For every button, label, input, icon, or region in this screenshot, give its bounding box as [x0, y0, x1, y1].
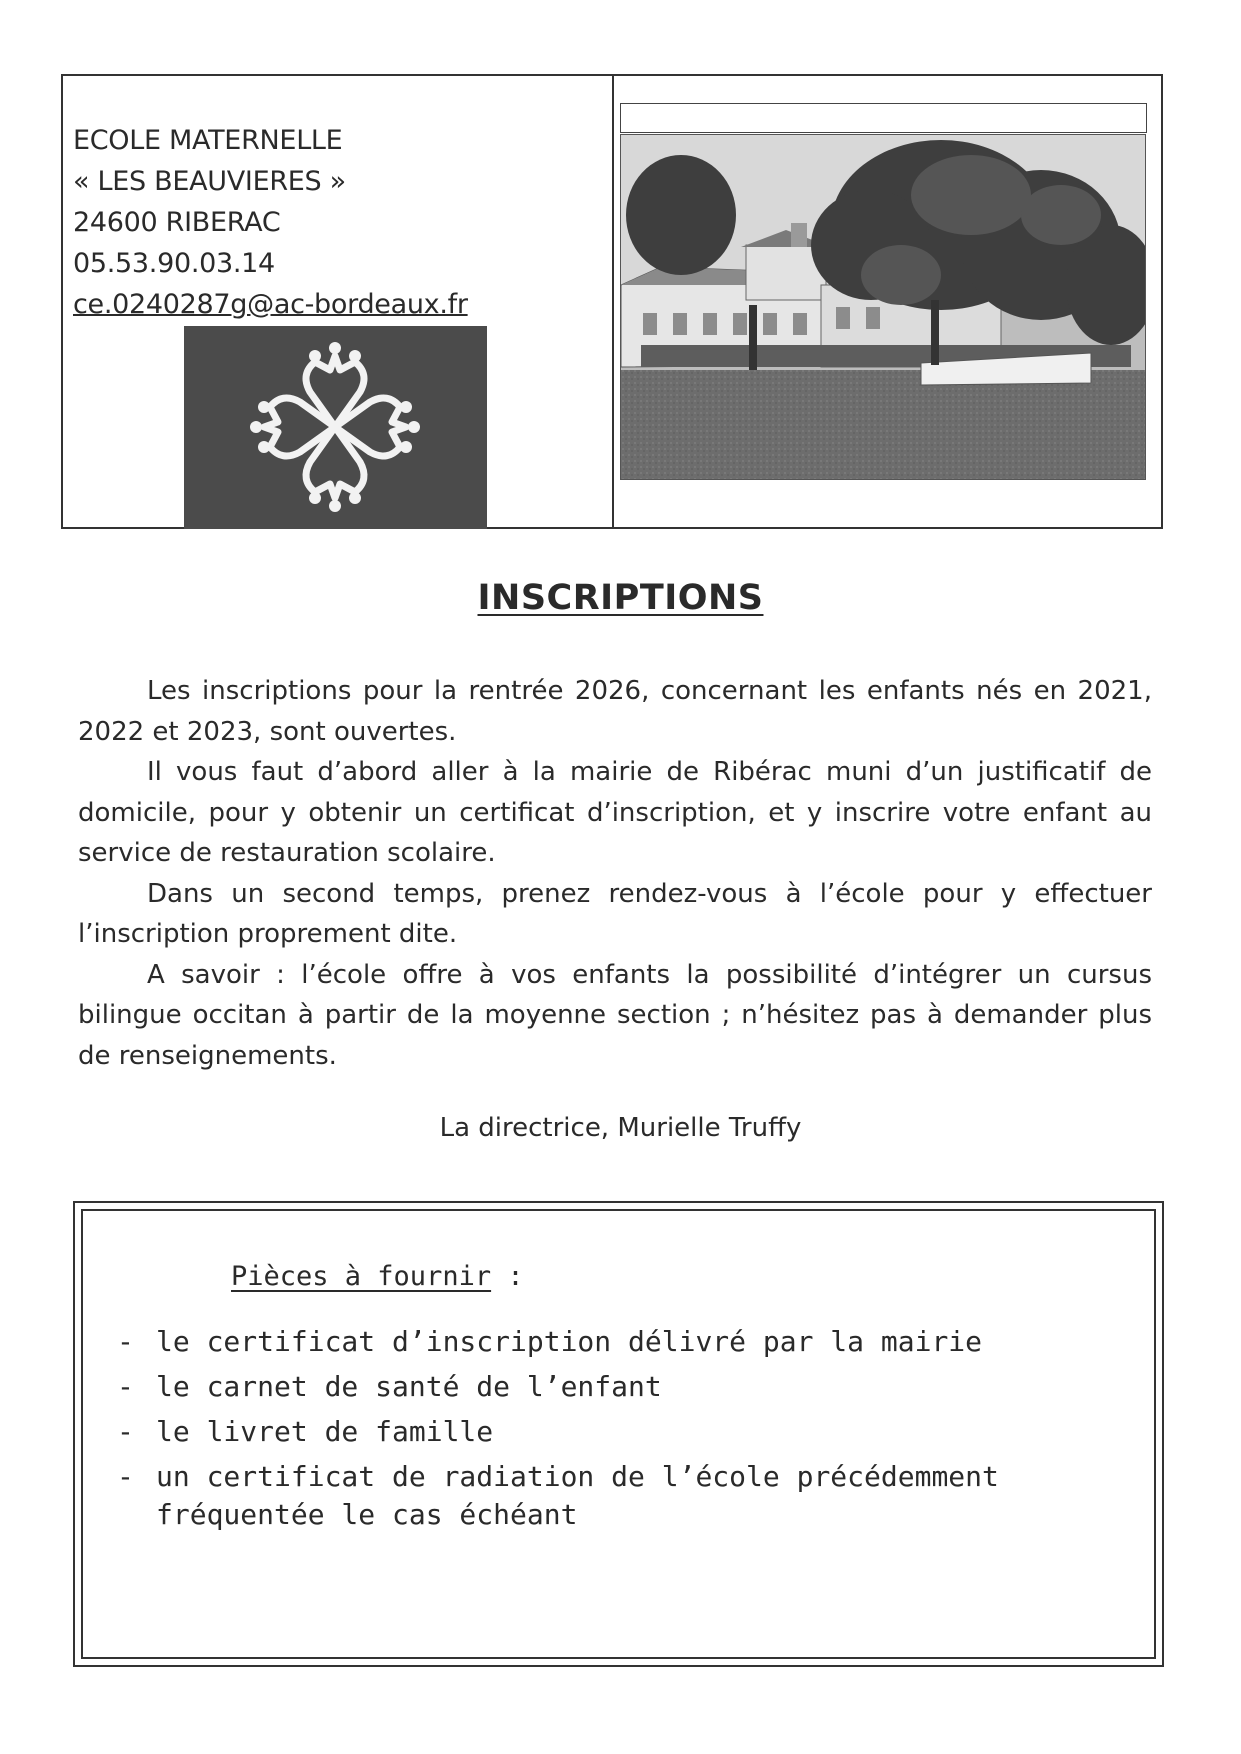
signature: La directrice, Murielle Truffy: [439, 1113, 802, 1143]
header-divider: [612, 76, 614, 527]
paragraph: Dans un second temps, prenez rendez-vous à l’école pour y effectuer l’inscription proprement dite.: [78, 878, 1152, 949]
photo-frame-top: [620, 103, 1147, 133]
occitan-flag: [184, 326, 487, 529]
body-text: [78, 671, 1152, 1076]
school-type: ECOLE MATERNELLE: [73, 125, 343, 156]
documents-heading: Pièces à fournir :: [231, 1261, 524, 1292]
school-email[interactable]: ce.0240287g@ac-bordeaux.fr: [73, 289, 468, 320]
documents-box-inner: [81, 1209, 1156, 1659]
occitan-cross-icon: [184, 326, 487, 529]
school-address: [73, 120, 468, 325]
paragraph: Il vous faut d’abord aller à la mairie de Ribérac muni d’un justificatif de domicile, pour y obtenir un certificat d’inscription, et y inscrire votre enfant au service de restauration scolaire.: [78, 757, 1152, 868]
list-item: - le carnet de santé de l’enfant: [117, 1368, 1117, 1406]
school-city: 24600 RIBERAC: [73, 207, 281, 238]
school-phone: 05.53.90.03.14: [73, 248, 275, 279]
paragraph: A savoir : l’école offre à vos enfants la possibilité d’intégrer un cursus bilingue occitan à partir de la moyenne section ; n’hésitez pas à demander plus de renseignements.: [78, 959, 1152, 1071]
documents-list: [117, 1323, 1117, 1541]
list-item: - le certificat d’inscription délivré par la mairie: [117, 1323, 1117, 1361]
header-box: [61, 74, 1163, 529]
paragraph: Les inscriptions pour la rentrée 2026, concernant les enfants nés en 2021, 2022 et 2023, sont ouvertes.: [78, 676, 1152, 747]
list-item: - un certificat de radiation de l’école précédemment fréquentée le cas échéant: [117, 1458, 1117, 1534]
school-photo: [620, 134, 1146, 480]
page-title: INSCRIPTIONS: [477, 578, 764, 618]
school-name: « LES BEAUVIERES »: [73, 166, 346, 197]
documents-box: [73, 1201, 1164, 1667]
list-item: - le livret de famille: [117, 1413, 1117, 1451]
